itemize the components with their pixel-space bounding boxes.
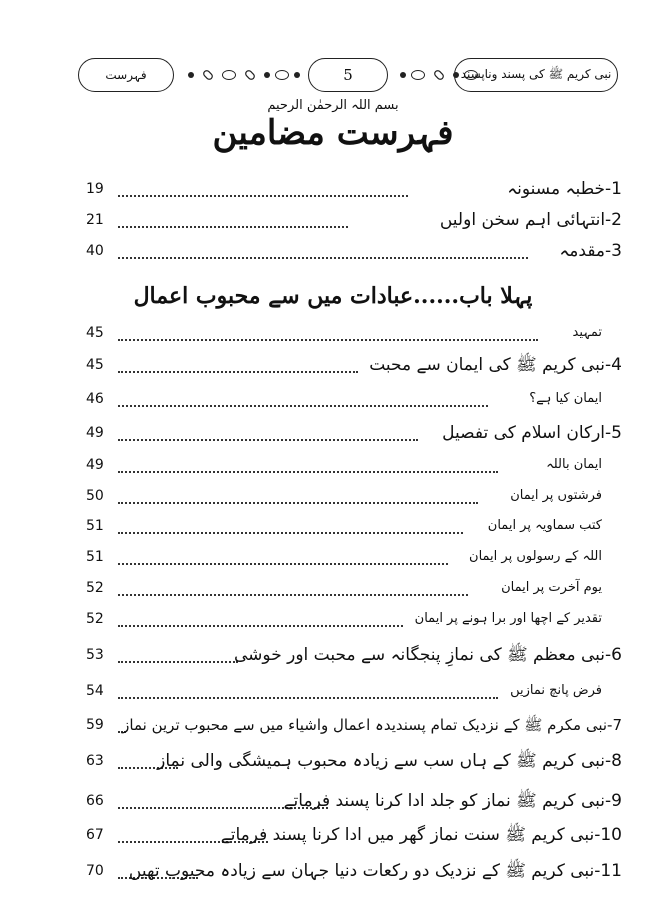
toc-entry xyxy=(86,420,622,446)
toc-entry-text: 9-نبی کریم ﷺ نماز کو جلد ادا کرنا پسند فرماتے xyxy=(283,791,622,811)
toc-page-number: 49 xyxy=(86,425,104,441)
toc-entry-text: یوم آخرت پر ایمان xyxy=(501,580,602,595)
leader-dots xyxy=(118,502,478,504)
toc-entry-text: 5-ارکان اسلام کی تفصیل xyxy=(442,423,622,443)
toc-entry-text: فرض پانچ نمازیں xyxy=(510,683,602,698)
toc-entry xyxy=(86,544,622,570)
toc-entry-text: 11-نبی کریم ﷺ کے نزدیک دو رکعات دنیا جہان سے زیادہ محبوب تھیں xyxy=(128,861,622,881)
toc-entry-text: 8-نبی کریم ﷺ کے ہاں سب سے زیادہ محبوب ہمیشگی والی نماز xyxy=(157,751,622,771)
leader-dots xyxy=(118,439,418,441)
toc-page-number: 63 xyxy=(86,753,104,769)
toc-entry xyxy=(86,207,622,233)
toc-page-number: 70 xyxy=(86,863,104,879)
leader-dots xyxy=(118,563,448,565)
toc-entry-text: اللہ کے رسولوں پر ایمان xyxy=(469,549,602,564)
toc-entry-text: ایمان باللہ xyxy=(546,457,602,472)
chapter-heading: پہلا باب......عبادات میں سے محبوب اعمال xyxy=(133,283,533,309)
toc-page-number: 45 xyxy=(86,325,104,341)
toc-entry-text: تقدیر کے اچھا اور برا ہونے پر ایمان xyxy=(414,611,602,626)
toc-entry-text: 2-انتہائی اہم سخن اولیں xyxy=(439,210,622,230)
toc-page-number: 49 xyxy=(86,457,104,473)
toc-entry-text: ایمان کیا ہے؟ xyxy=(529,391,602,406)
toc-page-number: 45 xyxy=(86,357,104,373)
leader-dots xyxy=(118,471,498,473)
toc-entry-text: 10-نبی کریم ﷺ سنت نماز گھر میں ادا کرنا پسند فرماتے xyxy=(220,825,622,845)
book-title-tab xyxy=(454,58,618,92)
toc-page-number: 40 xyxy=(86,243,104,259)
leader-dots xyxy=(118,226,348,228)
toc-page-number: 50 xyxy=(86,488,104,504)
toc-page-number: 52 xyxy=(86,580,104,596)
toc-page-number: 54 xyxy=(86,683,104,699)
book-title: نبی کریم ﷺ کی پسند وناپسند xyxy=(460,66,612,81)
page-number-tab xyxy=(308,58,388,92)
toc-page-number: 52 xyxy=(86,611,104,627)
page-title: فہرست مضامین xyxy=(212,113,454,153)
toc-page-number: 51 xyxy=(86,549,104,565)
bismillah: بسم اللہ الرحمٰن الرحیم xyxy=(267,98,399,113)
toc-entry-text: 4-نبی کریم ﷺ کی ایمان سے محبت xyxy=(369,355,622,375)
leader-dots xyxy=(118,405,488,407)
toc-entry-text: 7-نبی مکرم ﷺ کے نزدیک تمام پسندیدہ اعمال واشیاء میں سے محبوب ترین نماز xyxy=(122,716,622,734)
section-label: فہرست xyxy=(105,68,147,82)
leader-dots xyxy=(118,195,408,197)
page-number: 5 xyxy=(343,66,353,84)
toc-entry xyxy=(86,176,622,202)
running-header xyxy=(78,58,618,92)
toc-entry xyxy=(86,320,622,346)
toc-entry xyxy=(86,858,622,884)
leader-dots xyxy=(118,661,238,663)
leader-dots xyxy=(118,697,498,699)
leader-dots xyxy=(118,257,528,259)
toc-entry xyxy=(86,452,622,478)
toc-entry xyxy=(86,483,622,509)
section-label-tab xyxy=(78,58,174,92)
toc-page-number: 59 xyxy=(86,717,104,733)
toc-entry xyxy=(86,788,622,814)
leader-dots xyxy=(118,625,403,627)
leader-dots xyxy=(118,339,538,341)
toc-page-number: 21 xyxy=(86,212,104,228)
leader-dots xyxy=(118,532,463,534)
toc-page-number: 19 xyxy=(86,181,104,197)
ornament-left xyxy=(188,69,300,81)
toc-entry xyxy=(86,606,622,632)
toc-page-number: 46 xyxy=(86,391,104,407)
toc-entry-text: 1-خطبہ مسنونہ xyxy=(507,179,622,199)
toc-entry xyxy=(86,352,622,378)
toc-entry xyxy=(86,712,622,738)
toc-page-number: 51 xyxy=(86,518,104,534)
toc-entry-text: تمہید xyxy=(572,325,602,340)
toc-entry xyxy=(86,748,622,774)
toc-entry-text: فرشتوں پر ایمان xyxy=(510,488,602,503)
toc-entry xyxy=(86,238,622,264)
toc-page-number: 53 xyxy=(86,647,104,663)
toc-entry xyxy=(86,575,622,601)
leader-dots xyxy=(118,594,468,596)
toc-entry xyxy=(86,642,622,668)
toc-entry xyxy=(86,386,622,412)
toc-entry xyxy=(86,822,622,848)
toc-entry xyxy=(86,513,622,539)
toc-page-number: 66 xyxy=(86,793,104,809)
toc-entry-text: 6-نبی معظم ﷺ کی نمازِ پنجگانہ سے محبت اور خوشی xyxy=(234,645,622,665)
toc-page-number: 67 xyxy=(86,827,104,843)
toc-entry-text: کتب سماویہ پر ایمان xyxy=(487,518,602,533)
toc-entry-text: 3-مقدمہ xyxy=(559,241,622,261)
toc-entry xyxy=(86,678,622,704)
leader-dots xyxy=(118,371,358,373)
